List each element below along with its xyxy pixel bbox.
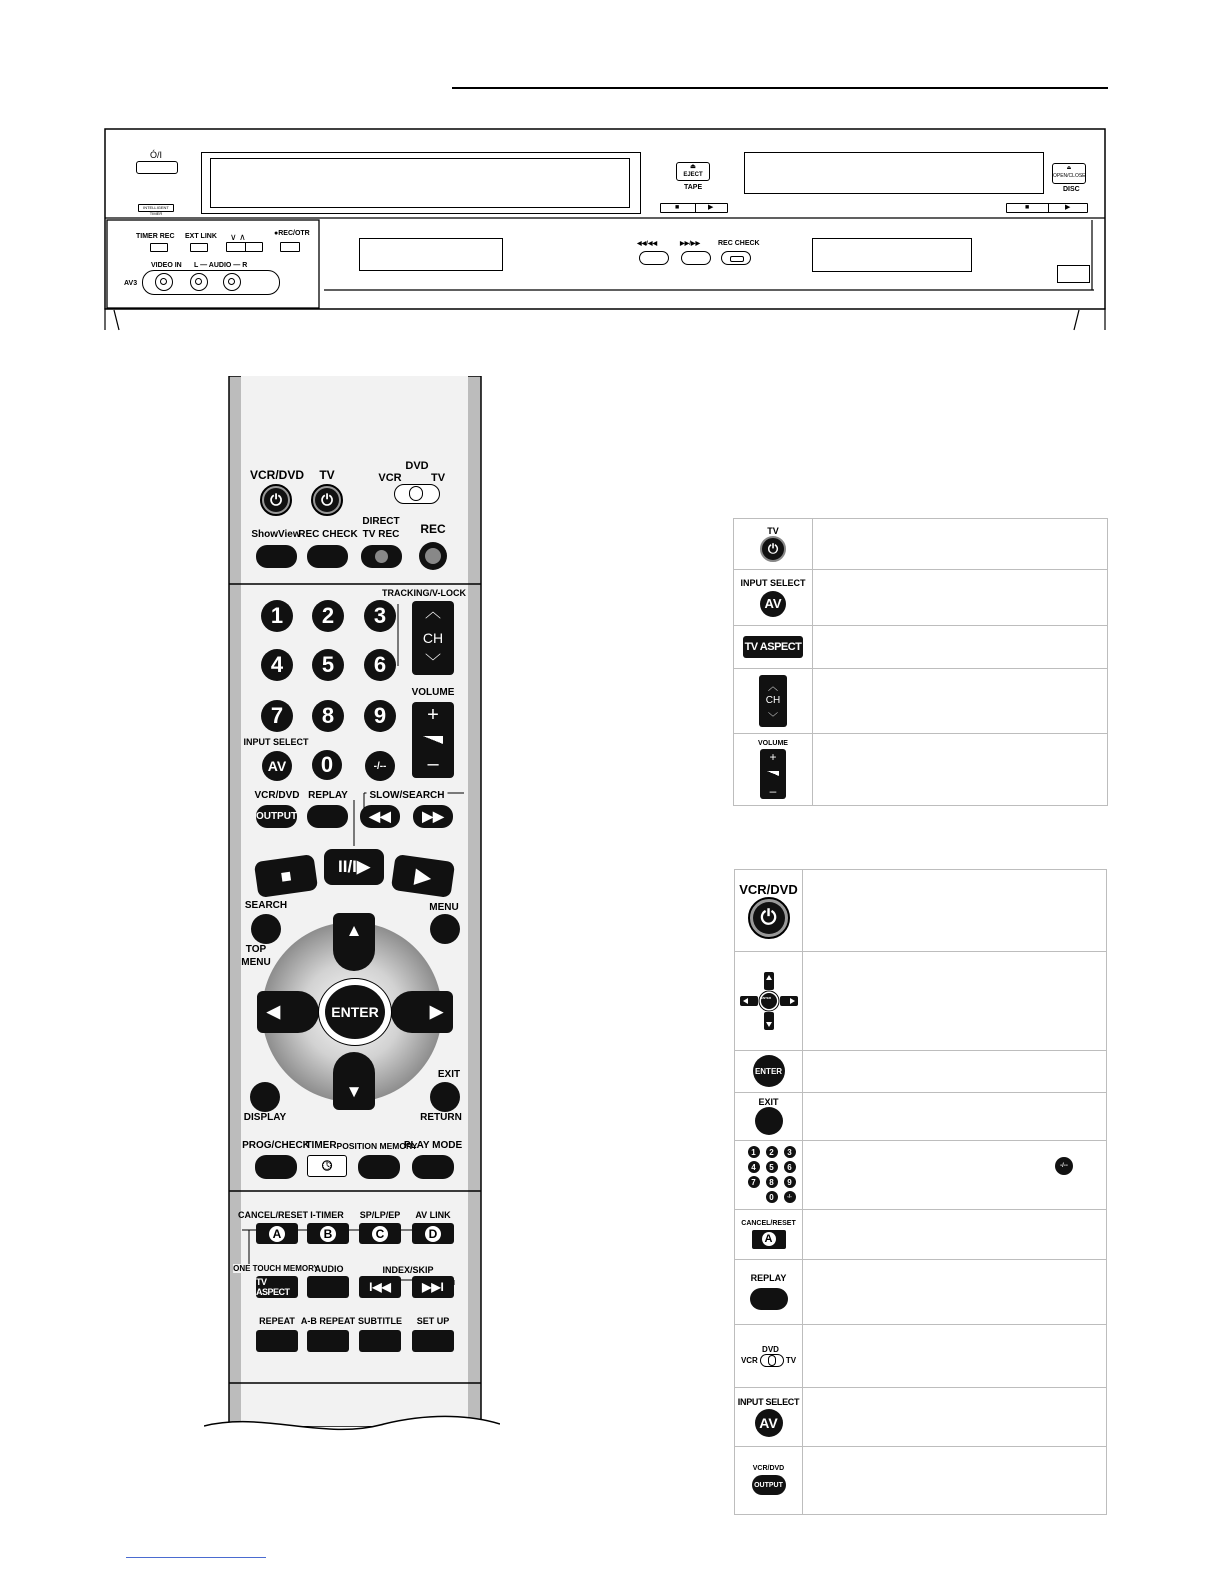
replay-label: REPLAY [308, 790, 348, 801]
remote-control-illustration [204, 376, 500, 1438]
fast-forward-button[interactable] [413, 805, 453, 828]
tape-door [210, 158, 630, 208]
d-badge: D [425, 1226, 441, 1242]
position-memory-label: POSITION MEMORY [336, 1141, 418, 1151]
footer-link-rule [126, 1557, 266, 1558]
a-icon: A [762, 1232, 776, 1246]
dvd-switch-icon-label: DVD [762, 1344, 779, 1354]
audio-label: AUDIO [314, 1264, 344, 1274]
direct-tv-rec-button[interactable] [361, 545, 402, 568]
switch-icon-cell [735, 1324, 802, 1387]
a-badge: A [269, 1226, 285, 1242]
vcr-dvd-icon-label: VCR/DVD [739, 882, 798, 897]
repeat-label: REPEAT [259, 1316, 295, 1326]
number-keypad-icon: 1 2 3 4 5 6 7 8 9 0 -/- [748, 1146, 796, 1203]
rec-label: REC [420, 522, 446, 536]
clock-icon: 🕓︎ [321, 1158, 333, 1173]
rec-otr-label: ●REC/OTR [274, 230, 310, 237]
repeat-button[interactable] [256, 1330, 298, 1352]
video-in-label: VIDEO IN [151, 262, 182, 269]
vcr-dvd-output-icon-label: VCR/DVD [752, 1465, 785, 1472]
replay-icon [750, 1288, 788, 1310]
timer-label: TIMER [305, 1140, 337, 1151]
display-button[interactable] [250, 1082, 280, 1112]
tv-aspect-icon: TV ASPECT [743, 636, 804, 658]
dpad-icon [738, 970, 800, 1032]
set-up-button[interactable] [412, 1330, 454, 1352]
cancel-reset-button[interactable] [256, 1223, 298, 1244]
power-button[interactable] [136, 161, 178, 174]
input-select-icon-cell-2 [735, 1387, 802, 1446]
rec-check-button[interactable] [307, 545, 348, 568]
vcr-stop-play-buttons[interactable]: ■ ▶ [660, 203, 728, 213]
tv-icon-label: TV [767, 526, 779, 536]
ch-rocker-icon: ︿ CH ﹀ [759, 675, 787, 727]
tape-label: TAPE [684, 184, 703, 191]
power-icon: ⏻ [264, 488, 288, 512]
volume-up-icon: + [427, 704, 439, 726]
right-arrow-icon: ▶ [429, 1002, 443, 1021]
down-arrow-button[interactable] [333, 1052, 375, 1110]
direct-tv-rec-label-2: TV REC [362, 529, 400, 540]
tv-buttons-table [733, 518, 1108, 806]
eject-label: EJECT [683, 172, 703, 178]
ch-label: CH [422, 630, 444, 646]
up-arrow-button[interactable] [333, 913, 375, 971]
timer-button[interactable] [307, 1155, 347, 1177]
number-8-button[interactable]: 8 [312, 700, 344, 732]
volume-down-icon: – [427, 753, 439, 775]
number-0-button[interactable]: 0 [312, 750, 342, 780]
vcr-dvd-power-icon-cell [735, 870, 802, 951]
number-6-button[interactable]: 6 [364, 649, 396, 681]
ch-icon-cell [734, 668, 812, 733]
input-select-icon-label-2: INPUT SELECT [737, 1396, 800, 1407]
av-icon-2: AV [755, 1409, 783, 1437]
eject-button[interactable]: ⏏ EJECT [676, 162, 710, 181]
rewind-icon: ◀◀ [369, 808, 391, 824]
rec-check-panel-label: REC CHECK [718, 240, 760, 247]
skip-forward-label: ▶▶/▶▶ [680, 241, 701, 247]
volume-rocker-button[interactable] [412, 702, 454, 778]
video-jack [155, 273, 173, 291]
number-3-button[interactable]: 3 [364, 600, 396, 632]
prog-check-button[interactable] [255, 1155, 297, 1179]
position-memory-button[interactable] [358, 1155, 400, 1179]
tv-power-label: TV [319, 468, 335, 482]
av-icon: AV [760, 591, 786, 617]
ch-down-icon: ﹀ [424, 654, 441, 671]
timer-rec-button[interactable] [150, 243, 168, 252]
b-badge: B [320, 1226, 336, 1242]
open-close-button[interactable]: ⏏ OPEN/CLOSE [1052, 163, 1086, 184]
sp-lp-ep-label: SP/LP/EP [359, 1210, 401, 1220]
disc-tray [744, 152, 1044, 194]
power-symbol-label: Ó/I [150, 150, 163, 160]
showview-button[interactable] [256, 545, 297, 568]
vcr-dvd-tv-switch[interactable] [394, 484, 440, 504]
enter-button[interactable]: ENTER [325, 985, 385, 1039]
power-icon: ⏻ [315, 488, 339, 512]
i-timer-label: I-TIMER [310, 1210, 344, 1220]
down-arrow-icon: ▼ [345, 1082, 363, 1101]
number-5-button[interactable]: 5 [312, 649, 344, 681]
rec-check-panel-button[interactable] [721, 251, 751, 265]
left-arrow-icon: ◀ [267, 1002, 281, 1021]
audio-input-label: L — AUDIO — R [194, 262, 248, 269]
cancel-reset-icon-cell [735, 1209, 802, 1259]
vcr-switch-icon-label: VCR [740, 1355, 758, 1365]
vcr-display [359, 238, 503, 271]
exit-icon-cell [735, 1092, 802, 1140]
ch-up-icon: ︿ [424, 604, 441, 621]
vcr-dvd-power-button[interactable] [260, 484, 292, 516]
dash-inline-icon: -/-- [1055, 1157, 1073, 1175]
replay-button[interactable] [307, 805, 348, 828]
audio-button[interactable] [307, 1276, 349, 1298]
volume-icon-label: VOLUME [758, 739, 788, 747]
tv-aspect-icon-cell [734, 625, 812, 668]
output-icon: OUTPUT [752, 1475, 786, 1495]
ch-icon-label: CH [765, 695, 781, 706]
up-arrow-icon: ▲ [345, 921, 363, 940]
volume-wedge-icon [423, 736, 443, 744]
ch-rocker-button[interactable] [412, 601, 454, 675]
showview-label: ShowView [251, 529, 301, 540]
pause-step-icon: II/I▶ [338, 857, 370, 876]
disc-label: DISC [1063, 186, 1080, 193]
skip-back-label: ◀◀/◀◀ [637, 241, 658, 247]
dvd-stop-play-buttons[interactable]: ■ ▶ [1006, 203, 1088, 213]
sp-lp-ep-button[interactable] [359, 1223, 401, 1244]
display-label: DISPLAY [243, 1112, 287, 1123]
c-badge: C [372, 1226, 388, 1242]
subtitle-label: SUBTITLE [358, 1316, 402, 1326]
vcr-switch-label: VCR [378, 472, 402, 484]
rec-otr-button[interactable] [280, 242, 300, 252]
volume-icon-cell [734, 733, 812, 805]
remote-sensor [1057, 265, 1090, 283]
intelligent-timer-button[interactable]: INTELLIGENT TIMER [138, 204, 174, 212]
skip-back-icon: I◀◀ [369, 1280, 391, 1294]
number-4-button[interactable]: 4 [261, 649, 293, 681]
dvd-display [812, 238, 972, 272]
slow-search-label: SLOW/SEARCH [367, 790, 448, 801]
volume-rocker-icon: + – [760, 749, 786, 799]
right-arrow-button[interactable] [391, 991, 453, 1033]
ab-repeat-label: A-B REPEAT [300, 1316, 356, 1326]
number-keys-icon-cell [735, 1140, 802, 1209]
subtitle-button[interactable] [359, 1330, 401, 1352]
exit-icon [755, 1107, 783, 1135]
av-link-button[interactable] [412, 1223, 454, 1244]
number-2-button[interactable]: 2 [312, 600, 344, 632]
input-select-icon-label: INPUT SELECT [740, 577, 806, 588]
tv-switch-icon-label: TV [785, 1355, 797, 1365]
menu-button[interactable] [430, 914, 460, 944]
play-icon: ▶ [413, 864, 433, 889]
power-icon: ⏻ [760, 536, 786, 562]
number-1-button[interactable]: 1 [261, 600, 293, 632]
enter-icon-cell [735, 1050, 802, 1092]
cancel-reset-icon [752, 1230, 786, 1249]
number-9-button[interactable]: 9 [364, 700, 396, 732]
vcr-dvd-buttons-table [734, 869, 1107, 1515]
channel-arrows-label: ∨ ∧ [230, 232, 246, 242]
audio-l-jack [190, 273, 208, 291]
exit-return-button[interactable] [430, 1082, 460, 1112]
ab-repeat-button[interactable] [307, 1330, 349, 1352]
return-label: RETURN [420, 1112, 462, 1123]
switch-icon [760, 1354, 784, 1367]
power-icon: ⏻ [753, 902, 785, 934]
prog-check-label: PROG/CHECK [242, 1140, 310, 1151]
input-select-label: INPUT SELECT [243, 737, 309, 747]
search-button[interactable] [251, 914, 281, 944]
vcr-dvd-power-label: VCR/DVD [249, 468, 305, 482]
dvd-switch-label: DVD [405, 460, 429, 472]
volume-label: VOLUME [411, 687, 455, 698]
tv-switch-label: TV [430, 472, 446, 484]
ext-link-label: EXT LINK [185, 233, 217, 240]
channel-buttons[interactable] [226, 242, 263, 252]
audio-r-jack [223, 273, 241, 291]
output-button[interactable]: OUTPUT [256, 805, 297, 828]
i-timer-button[interactable] [307, 1223, 349, 1244]
stop-icon: ■ [279, 864, 293, 887]
top-menu-label-2: MENU [241, 957, 271, 968]
top-menu-label-1: TOP [245, 944, 267, 955]
enter-icon: ENTER [753, 1055, 785, 1087]
rec-check-label: REC CHECK [298, 529, 358, 540]
skip-forward-button[interactable] [681, 251, 711, 265]
skip-back-remote-button[interactable] [359, 1276, 401, 1298]
front-panel-illustration [104, 128, 1106, 331]
av3-label: AV3 [124, 280, 138, 287]
av-link-label: AV LINK [415, 1210, 451, 1220]
index-skip-label: INDEX/SKIP [379, 1265, 436, 1275]
tracking-v-lock-label: TRACKING/V-LOCK [382, 588, 466, 598]
left-arrow-button[interactable] [257, 991, 319, 1033]
search-label: SEARCH [244, 900, 288, 911]
play-mode-button[interactable] [412, 1155, 454, 1179]
av-button[interactable]: AV [262, 751, 292, 781]
rewind-button[interactable] [360, 805, 400, 828]
cancel-reset-label: CANCEL/RESET [237, 1210, 309, 1220]
menu-label: MENU [429, 902, 459, 913]
direct-tv-rec-label-1: DIRECT [362, 516, 400, 527]
number-7-button[interactable]: 7 [261, 700, 293, 732]
dash-button[interactable]: -/-- [365, 751, 395, 781]
tv-power-icon-cell [734, 519, 812, 569]
input-select-icon-cell [734, 569, 812, 625]
replay-icon-cell [735, 1259, 802, 1324]
rec-button[interactable] [419, 542, 447, 570]
header-rule [452, 87, 1108, 89]
cancel-reset-icon-label: CANCEL/RESET [741, 1219, 796, 1227]
dpad-icon-cell [735, 951, 802, 1050]
set-up-label: SET UP [416, 1316, 450, 1326]
ext-link-button[interactable] [190, 243, 208, 252]
replay-icon-label: REPLAY [750, 1273, 787, 1283]
tv-power-button[interactable] [311, 484, 343, 516]
exit-icon-label: EXIT [758, 1097, 779, 1107]
timer-rec-label: TIMER REC [136, 233, 175, 240]
skip-forward-remote-button[interactable] [412, 1276, 454, 1298]
play-mode-label: PLAY MODE [403, 1140, 463, 1151]
vcr-dvd-output-label: VCR/DVD [254, 790, 300, 801]
dpad-enter-text: ENTER [761, 996, 772, 1000]
skip-back-button[interactable] [639, 251, 669, 265]
pause-step-button[interactable] [324, 849, 384, 885]
skip-forward-icon: ▶▶I [422, 1280, 444, 1294]
fast-forward-icon: ▶▶ [422, 808, 444, 824]
exit-label: EXIT [437, 1069, 461, 1080]
tv-aspect-button[interactable]: TV ASPECT [256, 1276, 298, 1298]
vcr-dvd-power-icon [748, 897, 790, 939]
one-touch-memory-label: ONE TOUCH MEMORY [233, 1264, 319, 1273]
output-icon-cell [735, 1446, 802, 1514]
open-close-label: OPEN/CLOSE [1053, 173, 1086, 179]
